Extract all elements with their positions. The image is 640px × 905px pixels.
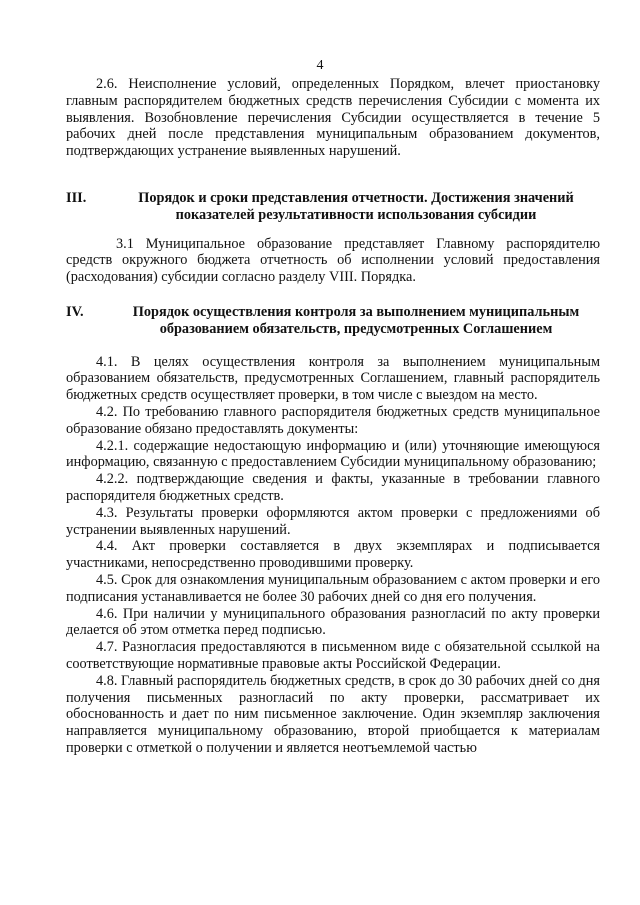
section-3-title: Порядок и сроки представления отчетности. Достижения значений показателей результативности использования субсидии <box>138 189 574 223</box>
paragraph-4-1: 4.1. В целях осуществления контроля за выполнением муниципальным образованием обязательств, предусмотренных Соглашением, главный распорядитель бюджетных средств осуществляет проверки, в том числе с выездом на место. <box>66 353 600 404</box>
section-4-heading <box>66 304 600 338</box>
paragraph-4-3: 4.3. Результаты проверки оформляются актом проверки с предложениями об устранении выявленных нарушений. <box>66 504 600 538</box>
paragraph-4-8: 4.8. Главный распорядитель бюджетных средств, в срок до 30 рабочих дней со дня получения письменных разногласий по акту проверки, рассматривает их обоснованность и дает по ним письменное заключение. Один экземпляр заключения направляется муниципальному образованию, второй приобщается к материалам проверки с отметкой о получении и является неотъемлемой частью <box>66 672 600 756</box>
section-3-number: III. <box>66 189 87 206</box>
section-3-heading <box>66 190 600 224</box>
document-body <box>66 76 600 757</box>
paragraph-4-7: 4.7. Разногласия предоставляются в письменном виде с обязательной ссылкой на соответствующие нормативные правовые акты Российской Федерации. <box>66 639 600 672</box>
paragraph-2-6: 2.6. Неисполнение условий, определенных Порядком, влечет приостановку главным распорядителем бюджетных средств перечисления Субсидии с момента их выявления. Возобновление перечисления Субсидии осуществляется в течение 5 рабочих дней после представления муниципальным образованием документов, подтверждающих устранение выявленных нарушений. <box>66 76 600 160</box>
section-4-number: IV. <box>66 303 84 320</box>
paragraph-4-5: 4.5. Срок для ознакомления муниципальным образованием с актом проверки и его подписания устанавливается не более 30 рабочих дней со дня его получения. <box>66 571 600 605</box>
paragraph-3-1: 3.1 Муниципальное образование представляет Главному распорядителю средств окружного бюджета отчетность об исполнении условий предоставления (расходования) субсидии согласно разделу VIII. Порядка. <box>66 235 600 286</box>
section-4-title: Порядок осуществления контроля за выполнением муниципальным образованием обязательств, предусмотренных Соглашением <box>132 303 580 337</box>
paragraph-4-6: 4.6. При наличии у муниципального образования разногласий по акту проверки делается об этом отметка перед подписью. <box>66 605 600 639</box>
paragraph-4-4: 4.4. Акт проверки составляется в двух экземплярах и подписывается участниками, непосредственно проводившими проверку. <box>66 538 600 572</box>
page-number: 4 <box>316 58 324 73</box>
paragraph-4-2: 4.2. По требованию главного распорядителя бюджетных средств муниципальное образование обязано предоставлять документы: <box>66 403 600 437</box>
paragraph-4-2-2: 4.2.2. подтверждающие сведения и факты, указанные в требовании главного распорядителя бюджетных средств. <box>66 471 600 504</box>
paragraph-4-2-1: 4.2.1. содержащие недостающую информацию и (или) уточняющие имеющуюся информацию, связанную с предоставлением Субсидии муниципальному образованию; <box>66 437 600 471</box>
